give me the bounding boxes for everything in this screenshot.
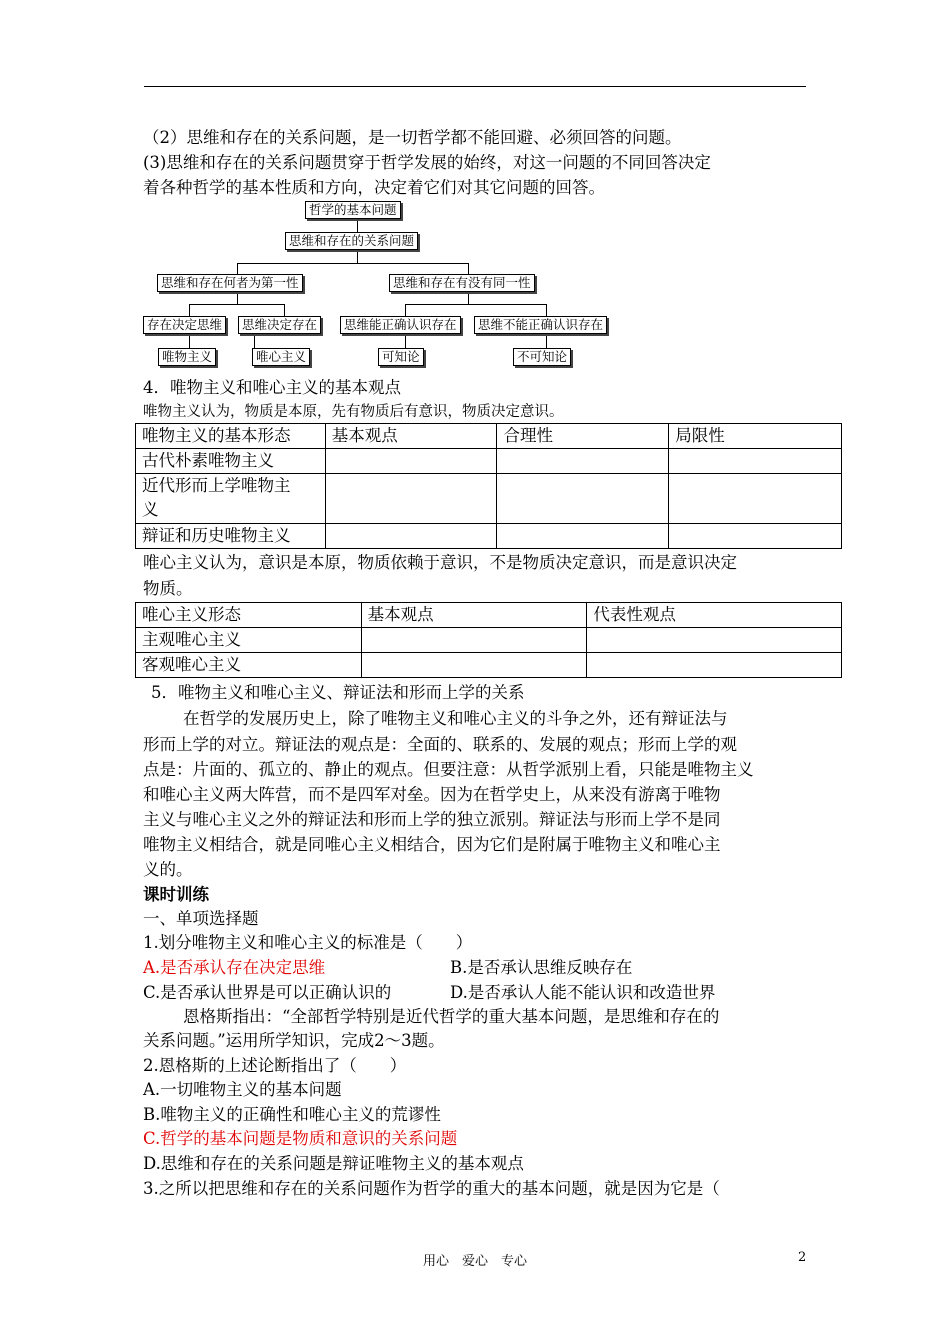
question-2-option-c: C.哲学的基本问题是物质和意识的关系问题	[143, 1129, 458, 1148]
materialism-definition: 唯物主义认为，物质是本原，先有物质后有意识，物质决定意识。	[143, 404, 564, 420]
diagram-relation-node: 思维和存在的关系问题	[285, 232, 418, 250]
table-row	[136, 653, 842, 678]
diagram-materialism-node: 唯物主义	[158, 348, 216, 366]
table-header-cell: 局限性	[669, 424, 842, 449]
diagram-thinking-determines-node: 思维决定存在	[238, 316, 321, 334]
table-header-row	[136, 603, 842, 628]
section-5-title: 5．唯物主义和唯心主义、辩证法和形而上学的关系	[151, 683, 525, 702]
table-header-cell: 基本观点	[361, 603, 587, 628]
idealism-table	[135, 602, 842, 678]
question-2-option-a: A.一切唯物主义的基本问题	[143, 1080, 342, 1099]
table-row	[136, 524, 842, 549]
section-5-paragraph-line-5: 主义与唯心主义之外的辩证法和形而上学的独立派别。辩证法与形而上学不是同	[143, 810, 721, 829]
table-header-cell: 合理性	[497, 424, 669, 449]
table-cell: 近代形而上学唯物主 义	[136, 474, 326, 524]
practice-title: 课时训练	[143, 885, 209, 904]
diagram-agnostic-no-node: 可知论	[378, 348, 424, 366]
header-rule	[144, 86, 806, 87]
table-cell: 客观唯心主义	[136, 653, 362, 678]
table-header-cell: 代表性观点	[587, 603, 842, 628]
table-cell: 辩证和历史唯物主义	[136, 524, 326, 549]
table-header-cell: 唯心主义形态	[136, 603, 362, 628]
question-1-option-b: B.是否承认思维反映存在	[450, 958, 633, 977]
question-2: 2.恩格斯的上述论断指出了（ ）	[143, 1056, 407, 1075]
table-cell: 古代朴素唯物主义	[136, 449, 326, 474]
engels-quote-line-1: 恩格斯指出：“全部哲学特别是近代哲学的重大基本问题，是思维和存在的	[183, 1007, 720, 1026]
section-5-paragraph-line-1: 在哲学的发展历史上，除了唯物主义和唯心主义的斗争之外，还有辩证法与	[183, 709, 728, 728]
table-row	[136, 449, 842, 474]
table-cell: 主观唯心主义	[136, 628, 362, 653]
question-1-option-c: C.是否承认世界是可以正确认识的	[143, 983, 392, 1002]
engels-quote-line-2: 关系问题。”运用所学知识，完成2～3题。	[143, 1031, 445, 1050]
diagram-can-know-node: 思维能正确认识存在	[340, 316, 461, 334]
page-number: 2	[798, 1250, 807, 1265]
materialism-table	[135, 423, 842, 549]
table-header-cell: 基本观点	[325, 424, 497, 449]
section-5-paragraph-line-7: 义的。	[143, 860, 193, 879]
table-header-cell: 唯物主义的基本形态	[136, 424, 326, 449]
table-row	[136, 474, 842, 524]
question-1-option-a: A.是否承认存在决定思维	[143, 958, 326, 977]
diagram-existence-determines-node: 存在决定思维	[143, 316, 226, 334]
question-1: 1.划分唯物主义和唯心主义的标准是（ ）	[143, 933, 473, 952]
table-row	[136, 628, 842, 653]
paragraph-3-line-2: 着各种哲学的基本性质和方向，决定着它们对其它问题的回答。	[143, 178, 605, 197]
idealism-definition-line-1: 唯心主义认为，意识是本原，物质依赖于意识，不是物质决定意识，而是意识决定	[143, 553, 737, 572]
diagram-cannot-know-node: 思维不能正确认识存在	[474, 316, 607, 334]
diagram-primacy-node: 思维和存在何者为第一性	[157, 274, 303, 292]
footer-motto: 用心 爱心 专心	[422, 1254, 527, 1269]
diagram-idealism-node: 唯心主义	[252, 348, 310, 366]
paragraph-3-line-1: (3)思维和存在的关系问题贯穿于哲学发展的始终，对这一问题的不同回答决定	[143, 153, 711, 172]
question-2-option-d: D.思维和存在的关系问题是辩证唯物主义的基本观点	[143, 1154, 524, 1173]
section-1-heading: 一、单项选择题	[143, 909, 259, 928]
paragraph-2: （2）思维和存在的关系问题，是一切哲学都不能回避、必须回答的问题。	[143, 128, 682, 147]
question-2-option-b: B.唯物主义的正确性和唯心主义的荒谬性	[143, 1105, 441, 1124]
section-4-title: 4．唯物主义和唯心主义的基本观点	[143, 378, 401, 397]
section-5-paragraph-line-4: 和唯心主义两大阵营，而不是四军对垒。因为在哲学史上，从来没有游离于唯物	[143, 785, 721, 804]
diagram-root-node: 哲学的基本问题	[305, 201, 401, 219]
section-5-paragraph-line-3: 点是：片面的、孤立的、静止的观点。但要注意：从哲学派别上看，只能是唯物主义	[143, 760, 754, 779]
section-5-paragraph-line-2: 形而上学的对立。辩证法的观点是：全面的、联系的、发展的观点；形而上学的观	[143, 735, 737, 754]
diagram-identity-node: 思维和存在有没有同一性	[389, 274, 535, 292]
section-5-paragraph-line-6: 唯物主义相结合，就是同唯心主义相结合，因为它们是附属于唯物主义和唯心主	[143, 835, 721, 854]
table-header-row	[136, 424, 842, 449]
question-1-option-d: D.是否承认人能不能认识和改造世界	[450, 983, 716, 1002]
diagram-agnosticism-node: 不可知论	[513, 348, 571, 366]
idealism-definition-line-2: 物质。	[143, 579, 193, 598]
question-3: 3.之所以把思维和存在的关系问题作为哲学的重大的基本问题，就是因为它是（	[143, 1179, 720, 1198]
